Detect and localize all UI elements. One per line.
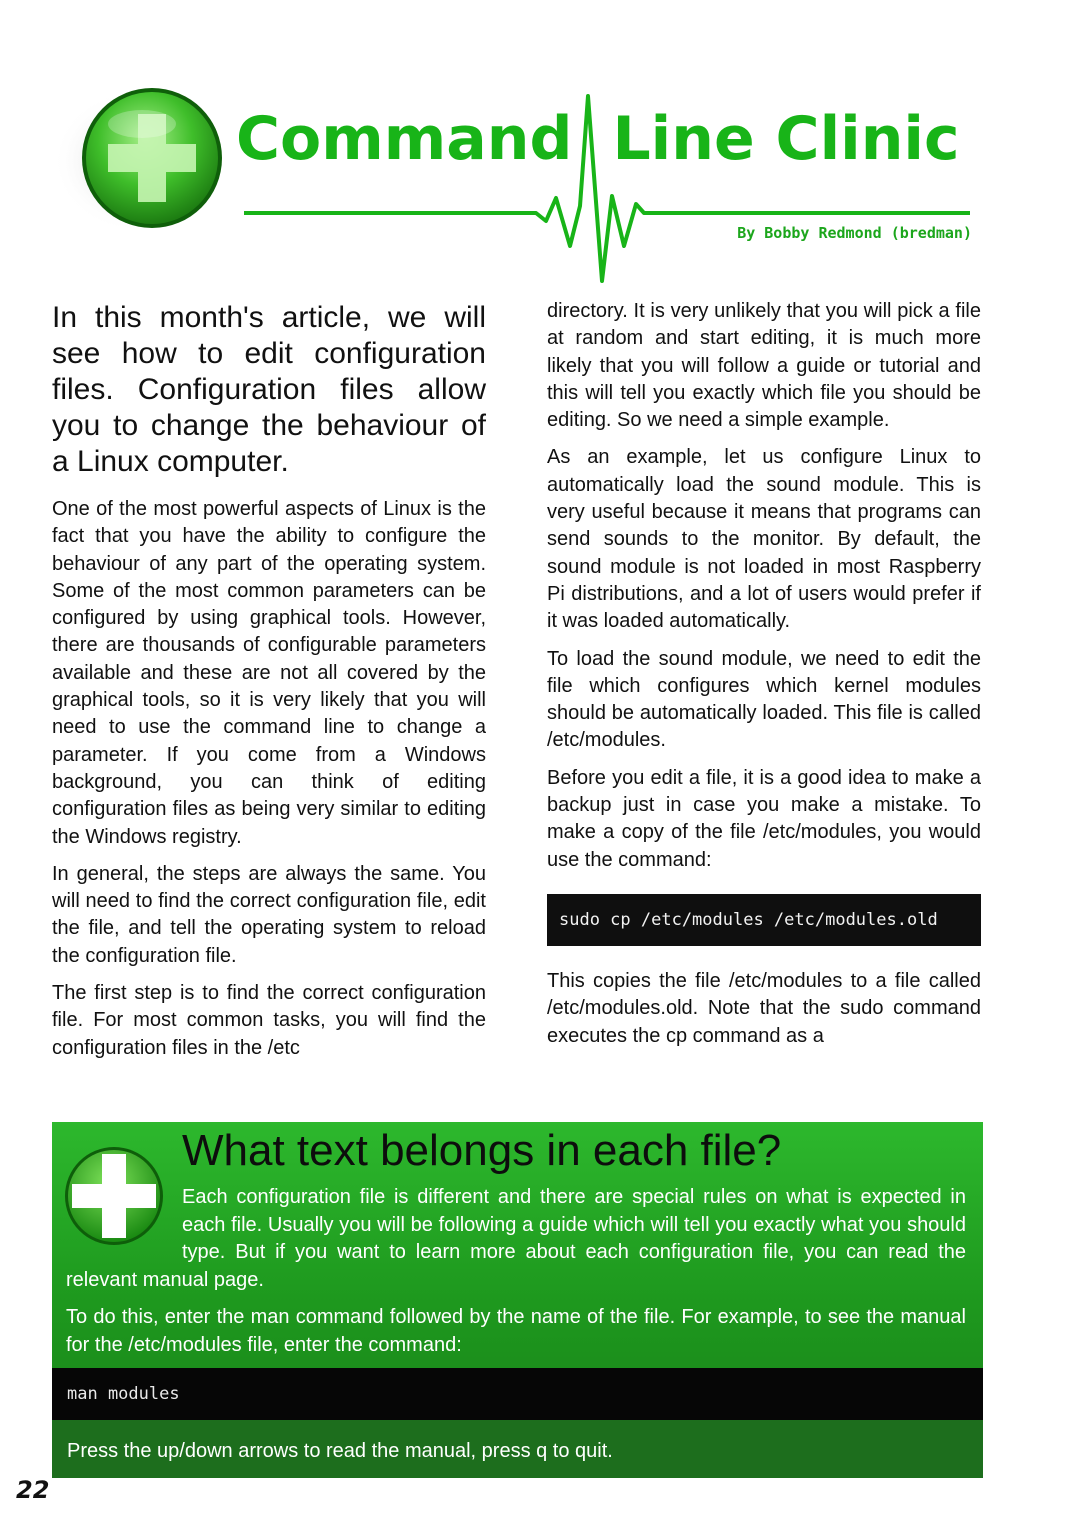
tip-paragraph: To do this, enter the man command followed by the name of the file. For example, to see the manual for the /etc/modules file, enter the command: — [66, 1306, 966, 1356]
body-paragraph: One of the most powerful aspects of Linux is the fact that you have the ability to configure the behaviour of any part of the operating system. Some of the most common parameters can be configured by using graphical tools. However, there are thousands of configurable parameters available and these are not all covered by the graphical tools, so it is very likely that you will need to use the command line to change a parameter. If you come from a Windows background, you can think of editing configuration files as being very similar to editing the Windows registry. — [52, 498, 486, 848]
body-paragraph: As an example, let us configure Linux to automatically load the sound module. This is very useful because it means that programs can send sounds to the monitor. By default, the sound module is not loaded in most Raspberry Pi distributions, and a lot of users would prefer if it was loaded automatically. — [547, 446, 981, 633]
left-column — [52, 300, 486, 1072]
body-paragraph: To load the sound module, we need to edit the file which configures which kernel modules should be automatically loaded. This file is called /etc/modules. — [547, 647, 981, 752]
page-number: 22 — [16, 1476, 50, 1504]
byline: By Bobby Redmond (bredman) — [737, 224, 972, 242]
title-part-command: Command — [236, 104, 573, 174]
body-paragraph: Before you edit a file, it is a good idea to make a backup just in case you make a mistake. To make a copy of the file /etc/modules, you would use the command: — [547, 766, 981, 871]
title-part-line-clinic: Line Clinic — [612, 104, 960, 174]
body-paragraph: This copies the file /etc/modules to a file called /etc/modules.old. Note that the sudo command executes the cp command as a — [547, 969, 981, 1047]
body-paragraph: In general, the steps are always the same. You will need to find the correct configuration file, edit the file, and tell the operating system to reload the configuration file. — [52, 862, 486, 967]
right-column — [547, 298, 981, 1060]
lead-paragraph: In this month's article, we will see how to edit configuration files. Configuration files allow you to change the behaviour of a Linux computer. — [52, 301, 486, 478]
body-paragraph: directory. It is very unlikely that you will pick a file at random and start editing, it is much more likely that you will follow a guide or tutorial and this will tell you exactly which file you should be editing. So we need a simple example. — [547, 300, 981, 432]
heartbeat-line-icon — [240, 86, 975, 286]
tip-paragraph: Each configuration file is different and there are special rules on what is expected in each file. Usually you will be following a guide which will tell you exactly what you should type. But if you want to learn more about each configuration file, you can read the relevant manual page. — [66, 1186, 966, 1291]
tip-box-footer — [52, 1420, 983, 1478]
man-command-code-block — [52, 1368, 983, 1420]
tip-box-title: What text belongs in each file? — [182, 1126, 782, 1175]
tip-box-text — [66, 1184, 966, 1369]
body-paragraph: The first step is to find the correct configuration file. For most common tasks, you will find the configuration files in the /etc — [52, 982, 486, 1059]
tip-box — [52, 1122, 983, 1478]
clinic-logo-icon — [52, 86, 222, 236]
man-command-text: man modules — [67, 1384, 180, 1404]
command-code-block: sudo cp /etc/modules /etc/modules.old — [547, 894, 981, 946]
tip-footer-text: Press the up/down arrows to read the manual, press q to quit. — [67, 1440, 613, 1462]
